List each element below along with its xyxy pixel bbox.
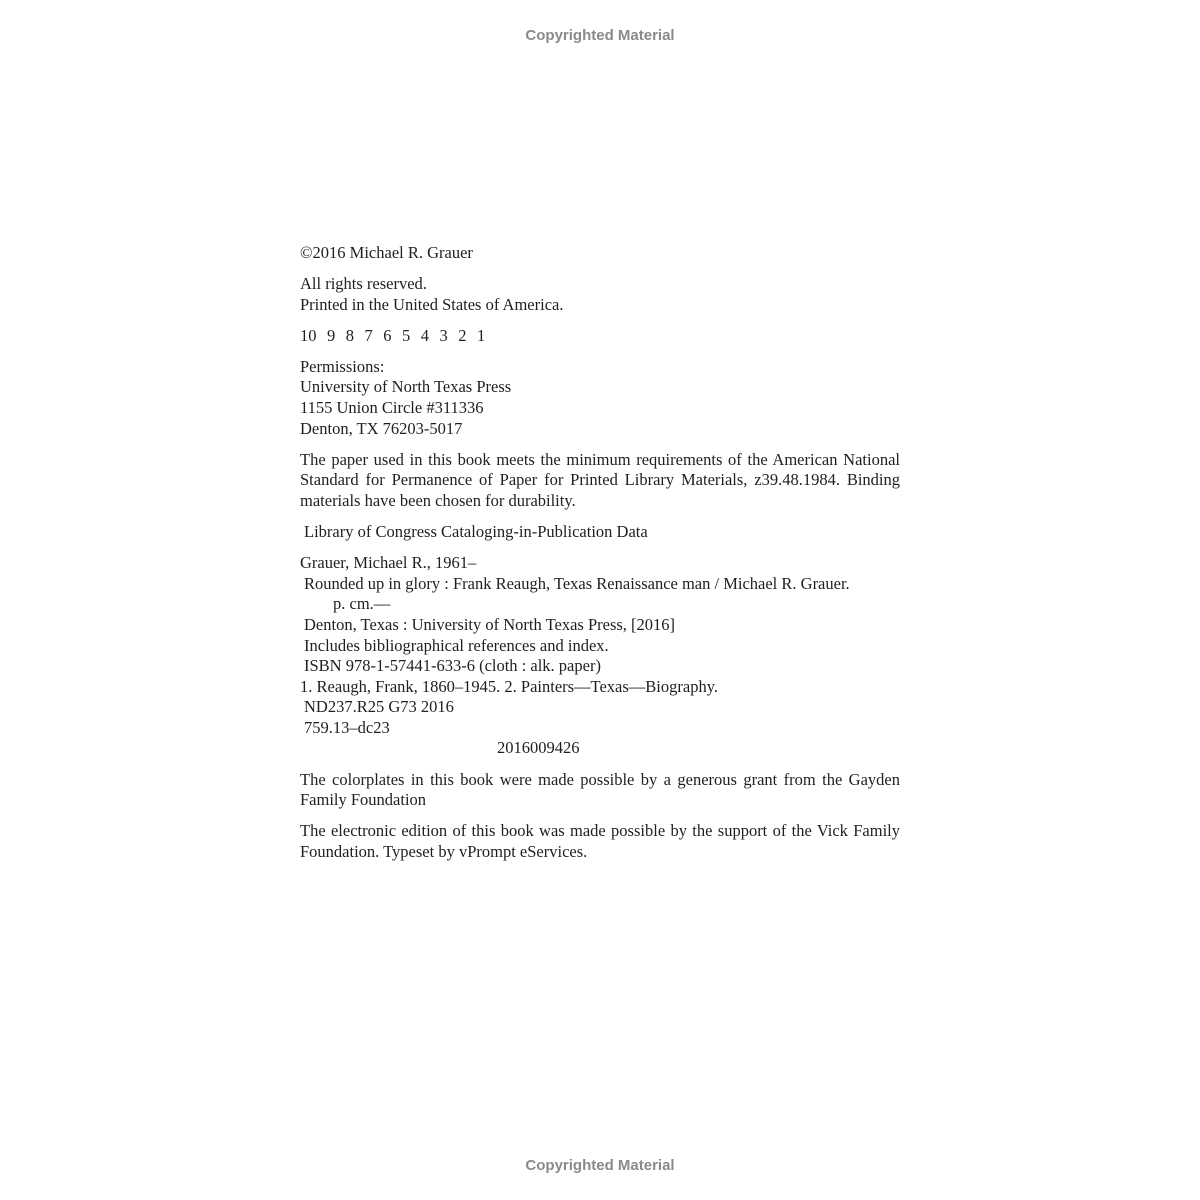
printing-number: 5 [402, 325, 411, 345]
cip-dewey: 759.13–dc23 [304, 717, 390, 737]
rights-block [300, 274, 900, 315]
copyright-watermark-top: Copyrighted Material [525, 27, 675, 44]
publisher-address: 1155 Union Circle #311336 [300, 398, 484, 418]
copyright-line: ©2016 Michael R. Grauer [300, 243, 473, 262]
cip-heading: Library of Congress Cataloging-in-Publication Data [304, 522, 648, 542]
cip-notes: Includes bibliographical references and index. [304, 635, 609, 655]
paper-notice: The paper used in this book meets the minimum requirements of the American National Standard for Permanence of Paper for Printed Library Materials, z39.48.1984. Binding materials have been chosen for durability. [300, 449, 900, 510]
cip-title: Rounded up in glory : Frank Reaugh, Texas Renaissance man / Michael R. Grauer. [304, 573, 850, 593]
cip-publisher: Denton, Texas : University of North Texas Press, [2016] [304, 614, 676, 634]
cip-isbn: ISBN 978-1-57441-633-6 (cloth : alk. paper) [304, 656, 601, 676]
printing-number: 9 [327, 325, 336, 345]
printing-number: 1 [477, 325, 486, 345]
cip-subjects: 1. Reaugh, Frank, 1860–1945. 2. Painters—Texas—Biography. [300, 676, 719, 696]
publisher-city: Denton, TX 76203-5017 [300, 418, 463, 438]
cip-data [300, 553, 900, 759]
printing-number: 8 [345, 325, 354, 345]
permissions-block [300, 357, 900, 439]
printing-number: 10 [300, 325, 317, 345]
publisher-name: University of North Texas Press [300, 377, 512, 397]
copyright-page-content [300, 243, 900, 873]
cip-lccn: 2016009426 [497, 738, 580, 758]
colorplates-notice: The colorplates in this book were made possible by a generous grant from the Gayden Family Foundation [300, 769, 900, 810]
printing-number: 6 [383, 325, 392, 345]
copyright-watermark-bottom: Copyrighted Material [525, 1157, 675, 1174]
printing-number: 4 [420, 325, 429, 345]
printing-number: 2 [458, 325, 467, 345]
permissions-label: Permissions: [300, 356, 385, 376]
printing-line [300, 326, 900, 347]
cip-lc-class: ND237.R25 G73 2016 [304, 697, 454, 717]
cip-pages: p. cm.— [333, 594, 391, 614]
cip-author: Grauer, Michael R., 1961– [300, 553, 477, 573]
copyright-statement [300, 243, 900, 264]
printing-number: 7 [364, 325, 373, 345]
printing-number: 3 [439, 325, 448, 345]
rights-reserved: All rights reserved. [300, 274, 427, 294]
printed-in: Printed in the United States of America. [300, 294, 564, 314]
electronic-edition-notice: The electronic edition of this book was made possible by the support of the Vick Family Foundation. Typeset by vPrompt eServices. [300, 821, 900, 861]
